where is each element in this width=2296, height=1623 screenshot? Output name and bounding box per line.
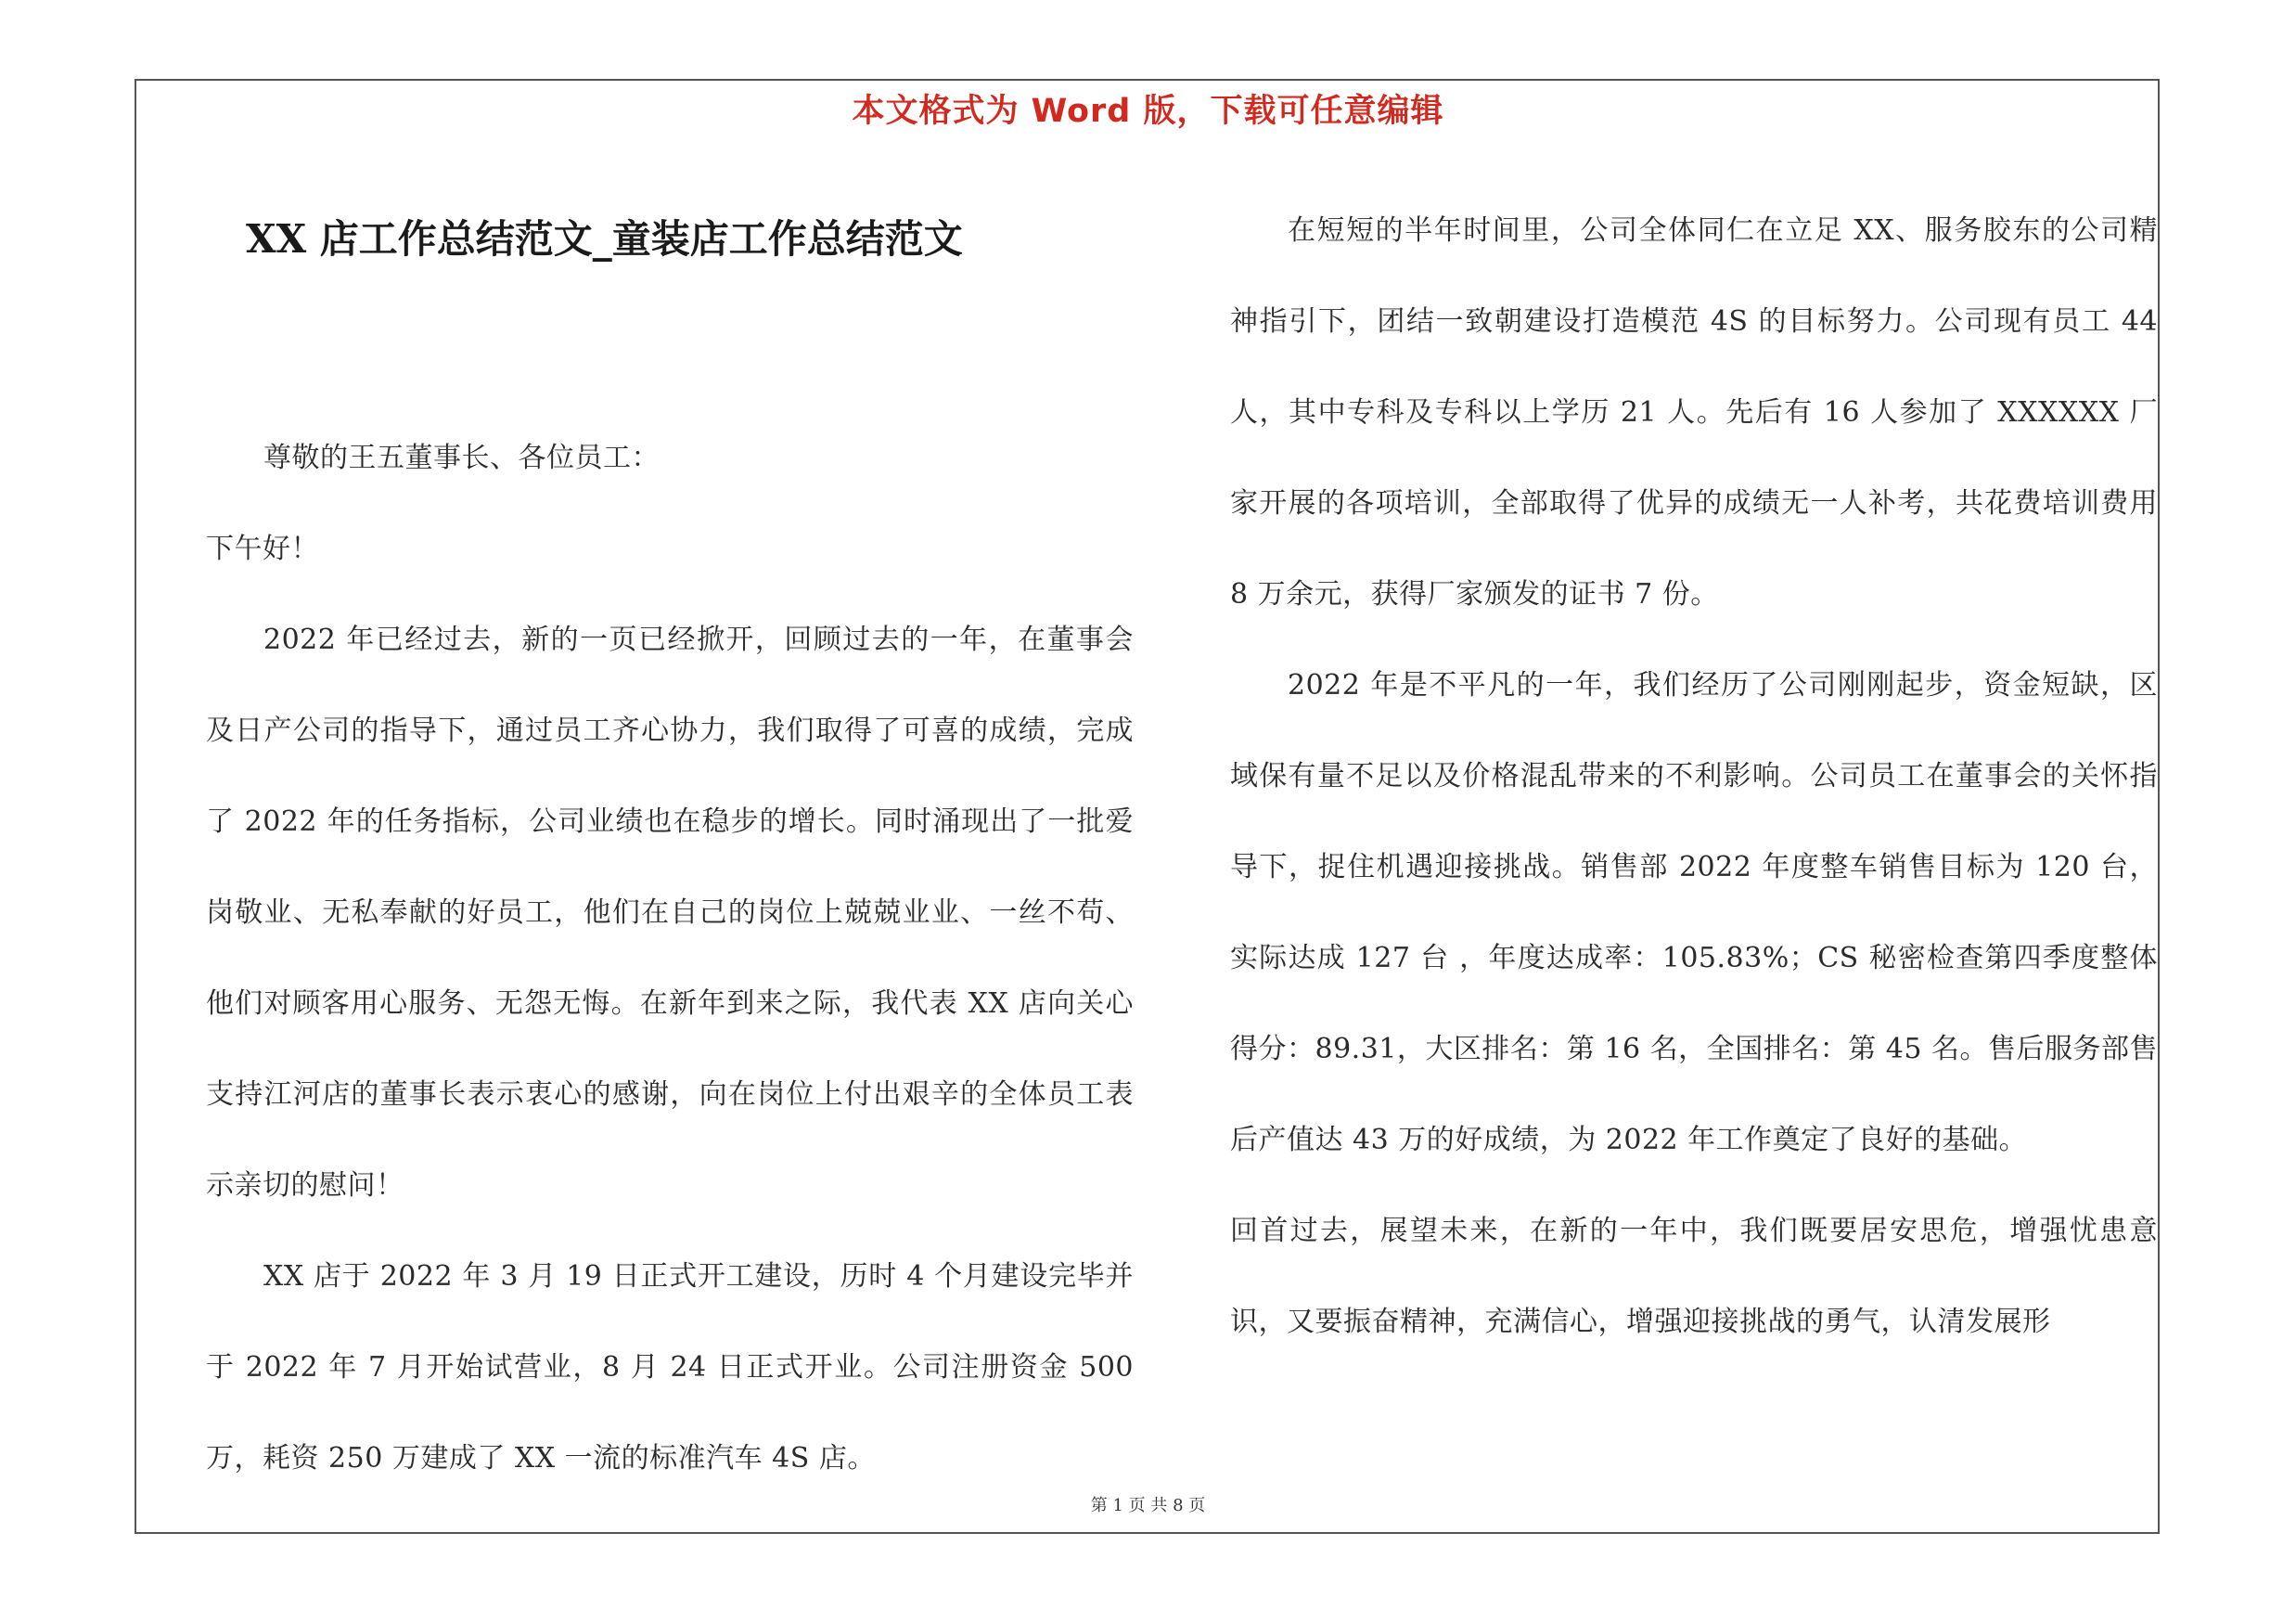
document-title: XX 店工作总结范文_童装店工作总结范文 <box>246 216 963 262</box>
format-banner: 本文格式为 Word 版，下载可任意编辑 <box>852 93 1444 130</box>
salutation-paragraph: 下午好！ <box>206 533 319 565</box>
staff-training-paragraph: 在短短的半年时间里，公司全体同仁在立足 XX、服务胶东的公司精神指引下，团结一致朝建设打造模范 4S 的目标努力。公司现有员工 44 人，其中专科及专科以上学历 21 人。先后有 16 人参加了 XXXXXX 厂家开展的各项培训，全部取得了优异的成绩无一人补考，共花费培训费用 8 万余元，获得厂家颁发的证书 7 份。 <box>1230 214 2158 611</box>
store-history-paragraph: XX 店于 2022 年 3 月 19 日正式开工建设，历时 4 个月建设完毕并于 2022 年 7 月开始试营业，8 月 24 日正式开业。公司注册资金 500 万，耗资 250 万建成了 XX 一流的标准汽车 4S 店。 <box>206 1260 1134 1475</box>
review-paragraph: 2022 年已经过去，新的一页已经掀开，回顾过去的一年，在董事会及日产公司的指导下，通过员工齐心协力，我们取得了可喜的成绩，完成了 2022 年的任务指标，公司业绩也在稳步的增长。同时涌现出了一批爱岗敬业、无私奉献的好员工，他们在自己的岗位上兢兢业业、一丝不苟、他们对顾客用心服务、无怨无悔。在新年到来之际，我代表 XX 店向关心支持江河店的董事长表示衷心的感谢，向在岗位上付出艰辛的全体员工表示亲切的慰问！ <box>206 624 1134 1202</box>
right-column <box>1230 186 2158 1368</box>
greeting-paragraph: 尊敬的王五董事长、各位员工： <box>263 442 660 474</box>
outlook-paragraph: 回首过去，展望未来，在新的一年中，我们既要居安思危，增强忧患意识，又要振奋精神，充满信心，增强迎接挑战的勇气，认清发展形 <box>1230 1215 2158 1338</box>
sales-results-paragraph: 2022 年是不平凡的一年，我们经历了公司刚刚起步，资金短缺，区域保有量不足以及价格混乱带来的不利影响。公司员工在董事会的关怀指导下，捉住机遇迎接挑战。销售部 2022 年度整车销售目标为 120 台，实际达成 127 台 ，年度达成率：105.83%；CS 秘密检查第四季度整体得分：89.31，大区排名：第 16 名，全国排名：第 45 名。售后服务部售后产值达 43 万的好成绩，为 2022 年工作奠定了良好的基础。 <box>1230 669 2158 1156</box>
page-number-footer: 第 1 页 共 8 页 <box>1090 1496 1206 1515</box>
left-column <box>206 413 1134 1504</box>
